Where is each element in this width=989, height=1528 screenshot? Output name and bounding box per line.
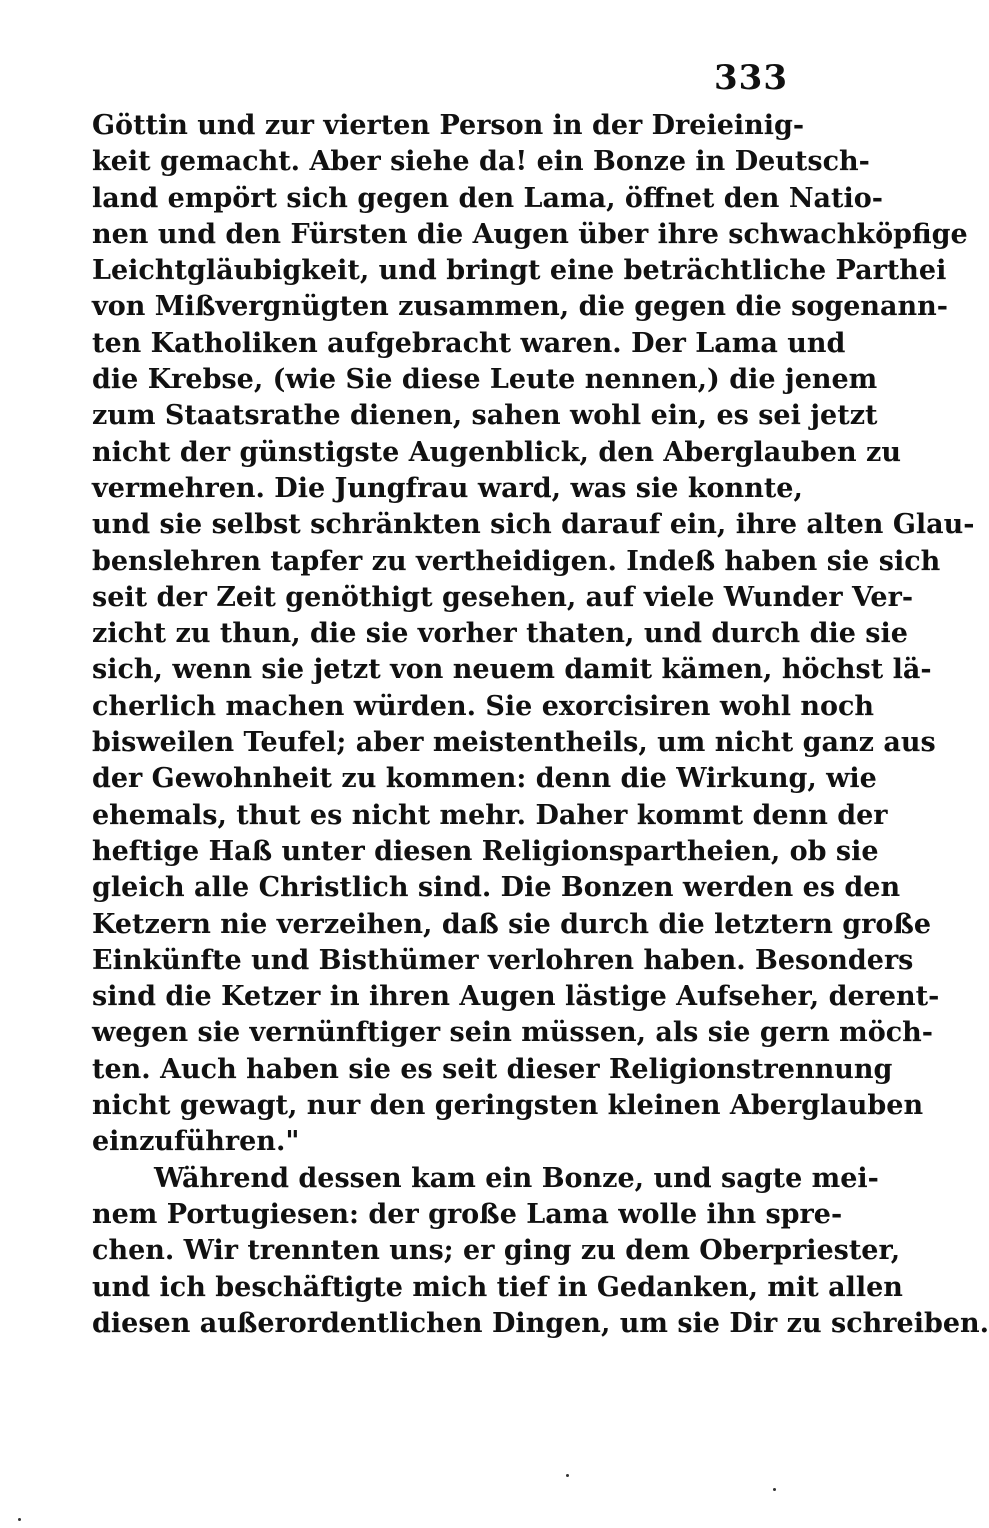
body-text	[92, 108, 989, 1342]
text-line: die Krebse, (wie Sie diese Leute nennen,) die jenem	[92, 364, 878, 396]
text-line: einzuführen."	[92, 1126, 300, 1158]
text-line: nen und den Fürsten die Augen über ihre schwachköpfige	[92, 218, 968, 250]
text-line: wegen sie vernünftiger sein müssen, als sie gern möch-	[92, 1017, 933, 1049]
text-line: zum Staatsrathe dienen, sahen wohl ein, es sei jetzt	[92, 400, 878, 432]
text-line: keit gemacht. Aber siehe da! ein Bonze in Deutsch-	[92, 146, 870, 178]
text-line: und sie selbst schränkten sich darauf ein, ihre alten Glau-	[92, 509, 975, 541]
paper-speck	[566, 1474, 569, 1477]
paper-speck	[773, 1488, 776, 1491]
text-line: nem Portugiesen: der große Lama wolle ihn spre-	[92, 1198, 843, 1230]
text-line: heftige Haß unter diesen Religionspartheien, ob sie	[92, 835, 879, 867]
text-line: bisweilen Teufel; aber meistentheils, um nicht ganz aus	[92, 727, 936, 759]
page-number: 333	[714, 58, 788, 98]
text-line: sind die Ketzer in ihren Augen lästige Aufseher, derent-	[92, 981, 940, 1013]
text-line: ten Katholiken aufgebracht waren. Der Lama und	[92, 327, 846, 359]
text-line: der Gewohnheit zu kommen: denn die Wirkung, wie	[92, 763, 877, 795]
text-line: gleich alle Christlich sind. Die Bonzen werden es den	[92, 872, 901, 904]
text-line: ten. Auch haben sie es seit dieser Religionstrennung	[92, 1053, 893, 1085]
text-line: sich, wenn sie jetzt von neuem damit kämen, höchst lä-	[92, 654, 932, 686]
text-line: vermehren. Die Jungfrau ward, was sie konnte,	[92, 472, 803, 504]
text-line: seit der Zeit genöthigt gesehen, auf viele Wunder Ver-	[92, 581, 914, 613]
paragraph-first-line: Während dessen kam ein Bonze, und sagte mei-	[154, 1162, 879, 1194]
paper-speck	[18, 1518, 21, 1521]
text-line: zicht zu thun, die sie vorher thaten, und durch die sie	[92, 618, 908, 650]
text-line: Göttin und zur vierten Person in der Dreieinig-	[92, 110, 805, 141]
text-line: cherlich machen würden. Sie exorcisiren wohl noch	[92, 690, 875, 722]
text-line: chen. Wir trennten uns; er ging zu dem Oberpriester,	[92, 1235, 901, 1267]
text-line: nicht der günstigste Augenblick, den Aberglauben zu	[92, 436, 901, 468]
text-line: von Mißvergnügten zusammen, die gegen die sogenann-	[92, 291, 949, 323]
text-line: Leichtgläubigkeit, und bringt eine beträchtliche Parthei	[92, 255, 947, 287]
text-line: und ich beschäftigte mich tief in Gedanken, mit allen	[92, 1271, 903, 1303]
text-line: ehemals, thut es nicht mehr. Daher kommt denn der	[92, 799, 888, 831]
text-line: land empört sich gegen den Lama, öffnet den Natio-	[92, 182, 883, 214]
text-line: benslehren tapfer zu vertheidigen. Indeß haben sie sich	[92, 545, 941, 577]
text-line: Ketzern nie verzeihen, daß sie durch die letztern große	[92, 908, 932, 940]
text-line: nicht gewagt, nur den geringsten kleinen Aberglauben	[92, 1090, 924, 1122]
text-line: Einkünfte und Bisthümer verlohren haben. Besonders	[92, 944, 914, 976]
text-line: diesen außerordentlichen Dingen, um sie Dir zu schreiben.	[92, 1307, 989, 1339]
